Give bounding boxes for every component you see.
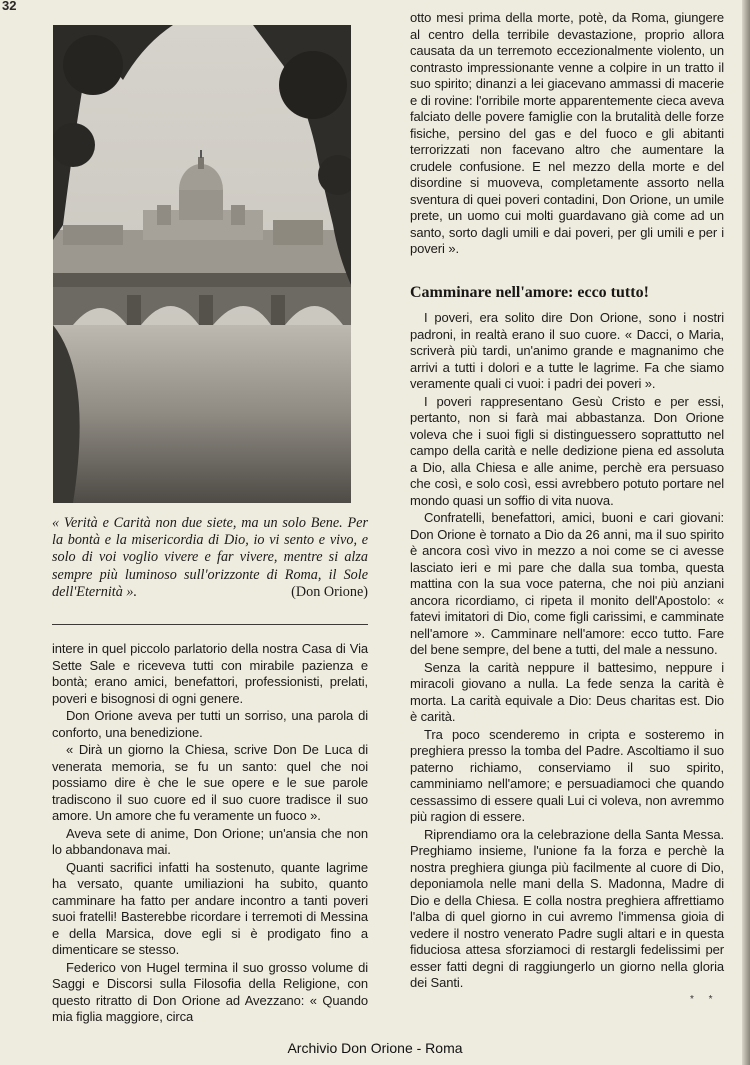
page-edge-shadow [742,0,750,1065]
paragraph: Tra poco scenderemo in cripta e sosteremo in preghiera presso la tomba del Padre. Ascoltiamo il suo paterno richiamo, conserviamo il suo spirito, camminiamo nell'amore; e persuadiamoci che quando cessassimo di essere quali Lui ci voleva, non avremmo più ragion di essere. [410,726,724,824]
paragraph: Federico von Hugel termina il suo grosso volume di Saggi e Discorsi sulla Filosofia della Religione, con questo ritratto di Don Orione ad Avezzano: « Quando mia figlia maggiore, circa [52,959,368,1024]
right-column-bottom [410,310,724,993]
paragraph: intere in quel piccolo parlatorio della nostra Casa di Via Sette Sale e riceveva tutti con mirabile pazienza e bontà; erano amici, benefattori, professionisti, prelati, poveri e bisognosi di ogni genere. [52,641,368,706]
paragraph: Don Orione aveva per tutti un sorriso, una parola di conforto, una benedizione. [52,708,368,740]
paragraph: I poveri rappresentano Gesù Cristo e per essi, pertanto, non si farà mai abbastanza. Don Orione voleva che i suoi figli si distinguessero soprattutto nel campo della carità e nelle dedizione piena ed assoluta a Dio, alla Chiesa e alle anime, perchè era persuaso che così, e solo così, essi avrebbero potuto portare nel mondo quasi un soffio di vita nuova. [410,393,724,508]
photo-rome-st-peters [53,25,351,503]
page-number: 32 [2,0,17,13]
paragraph: Riprendiamo ora la celebrazione della Santa Messa. Preghiamo insieme, l'unione fa la forza e perchè la nostra preghiera giunga più facilmente al cuore di Dio, deponiamola nelle mani della S. Madonna, Madre di Dio e della Chiesa. E colla nostra preghiera affrettiamo l'alba di quel giorno in cui avremo l'immensa gioia di vedere il nostro venerato Padre sugli altari e in questa fiduciosa attesa sforziamoci di restargli fedelissimi per esser fatti degni di raggiungerlo un giorno nella gloria dei Santi. [410,826,724,990]
caption-author: (Don Orione) [291,583,368,600]
right-column-top [410,10,724,259]
paragraph: « Dirà un giorno la Chiesa, scrive Don De Luca di venerata memoria, se fu un santo: quel che noi possiamo dire è che le sue opere e le sue parole tradiscono il suo cuore ed il suo cuore tradisce il suo amore. Un amore che fu veramente un fuoco ». [52,742,368,823]
section-title: Camminare nell'amore: ecco tutto! [410,284,649,301]
paragraph: Quanti sacrifici infatti ha sostenuto, quante lagrime ha versato, quante umiliazioni ha subito, quanto camminare ha fatto per andare incontro a tanti poveri suoi fratelli! Basterebbe ricordare i terremoti di Messina e della Marsica, dove egli si è prodigato fino a dimenticare se stesso. [52,859,368,957]
paragraph: I poveri, era solito dire Don Orione, sono i nostri padroni, in realtà erano il suo cuore. « Dacci, o Maria, scriverà più tardi, un'animo grande e magnanimo che arrivi a tutti i dolori e a tutte le lagrime. Fa che siamo veramente quali ci vuoi: i padri dei poveri ». [410,310,724,391]
paragraph: Aveva sete di anime, Don Orione; un'ansia che non lo abbandonava mai. [52,825,368,857]
paragraph: otto mesi prima della morte, potè, da Roma, giungere al centro della terribile devastazione, proprio allora causata da un terremoto eccezionalmente violento, un contrasto impressionante venne a colpire in un tratto il suo spirito; dinanzi a lei giacevano ammassi di macerie e di rovine: l'orribile morte apparentemente cieca aveva falciato delle povere famiglie con la brutalità delle forze fisiche, persino del gas e del fuoco e gli abitanti terrorizzati non facevano altro che aumentare la crudele confusione. E nel mezzo della morte e del disordine si muoveva, completamente assorto nella sventura di quei poveri contadini, Don Orione, un umile prete, un uomo cui molti guardavano già come ad un santo, sorto dagli umili e dai poveri, per gli umili e per i poveri ». [410,10,724,256]
left-column [52,641,368,1027]
end-mark: * * [690,994,719,1005]
separator-rule [52,624,368,625]
caption-quote: « Verità e Carità non due siete, ma un solo Bene. Per la bontà e la misericordia di Dio, io vi sento e vivo, e solo di voi voglio vivere e far vivere, mentre si alza sempre più luminoso sull'orizzonte di Roma, il Sole dell'Eternità ». [52,515,368,600]
paragraph: Confratelli, benefattori, amici, buoni e cari giovani: Don Orione è tornato a Dio da 26 anni, ma il suo spirito è ancora così vivo in mezzo a noi come se ci avesse lasciato ieri e mi pare che dalla sua tomba, questa mattina con la sua voce paterna, che noi più anziani ancora ricordiamo, ci ripeta il monito dell'Apostolo: « fatevi imitatori di Dio, come figli carissimi, e camminate nell'amore ». Camminare nell'amore: ecco tutto. Fare del bene sempre, del bene a tutti, del male a nessuno. [410,510,724,657]
photo-caption [52,515,368,601]
paragraph: Senza la carità neppure il battesimo, neppure i miracoli giovano a nulla. La fede senza la carità è morta. La carità equivale a Dio: Deus charitas est. Dio è carità. [410,659,724,724]
archive-footer: Archivio Don Orione - Roma [287,1040,463,1056]
